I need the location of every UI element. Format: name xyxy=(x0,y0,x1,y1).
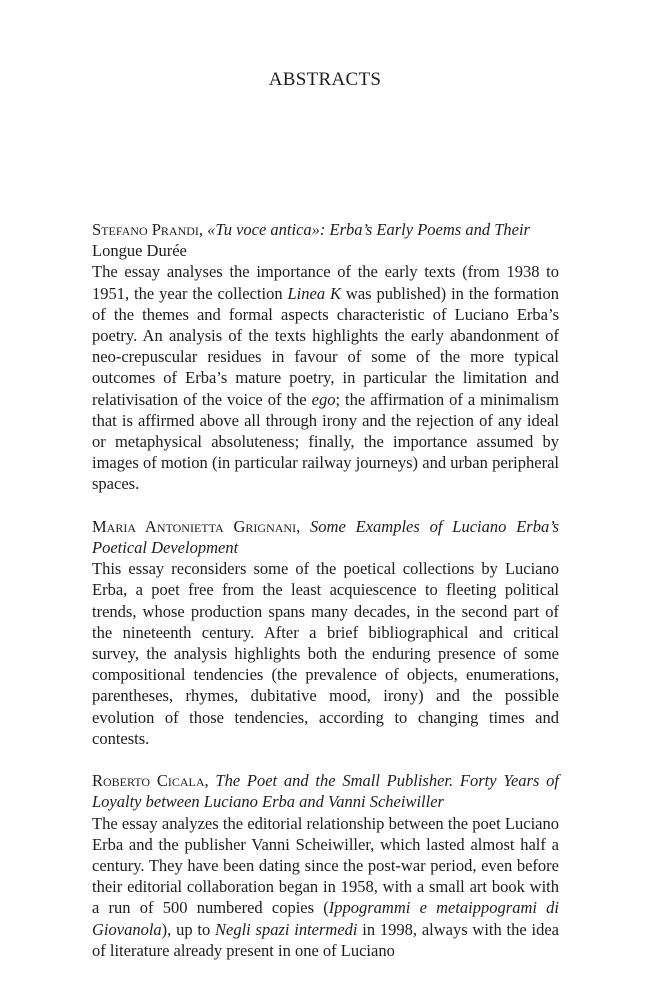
abstract-heading: Maria Antonietta Grignani, Some Examples of Luciano Erba’s Poetical Development xyxy=(92,516,560,558)
abstract-body-italic: Negli spazi intermedi xyxy=(215,919,358,939)
abstract-body-text: in 1998, always with the idea of literature already present in one of Luciano xyxy=(92,919,559,960)
abstract-body xyxy=(92,261,559,494)
abstract-entry xyxy=(92,219,559,495)
abstract-body-text: ), up to xyxy=(161,919,215,939)
abstract-body-italic: Ippogrammi e metaippogrami di Giovanola xyxy=(92,898,559,939)
abstract-author: Maria Antonietta Grignani xyxy=(92,516,297,536)
abstract-body xyxy=(92,813,559,961)
abstract-body: This essay reconsiders some of the poetical collections by Luciano Erba, a poet free from the least acquiescence to fleeting political trends, whose production spans many decades, in the second part of the nineteenth century. After a brief bibliographical and critical survey, the analysis highlights both the enduring presence of some compositional tendencies (the prevalence of objects, enumerations, parentheses, rhymes, dubitative mood, irony) and the possible evolution of those tendencies, according to changing times and contests. xyxy=(92,559,559,748)
abstract-body-text: The essay analyzes the editorial relationship between the poet Luciano Erba and the publisher Vanni Scheiwiller, which lasted almost half a century. They have been dating since the post-war period, even before their editorial collaboration began in 1958, with a small art book with a run of 500 numbered copies ( xyxy=(92,813,559,918)
abstracts-list xyxy=(92,219,559,982)
abstract-title-roman: Longue Durée xyxy=(92,241,187,261)
abstract-body-text: ; the affirmation of a minimalism that is affirmed above all through irony and the rejection of any ideal or metaphysical absoluteness; finally, the importance assumed by images of motion (in particular railway journeys) and urban peripheral spaces. xyxy=(92,389,559,494)
page-title: ABSTRACTS xyxy=(268,69,382,90)
abstract-title: The Poet and the Small Publisher. Forty Years of Loyalty between Luciano Erba and Vanni Scheiwiller xyxy=(92,771,559,812)
abstract-title: «Tu voce antica»: Erba’s Early Poems and Their xyxy=(207,220,530,239)
abstract-author: Stefano Prandi xyxy=(92,220,199,239)
abstract-entry xyxy=(92,516,559,749)
abstract-entry xyxy=(92,770,559,961)
abstract-title: Some Examples of Luciano Erba’s Poetical Development xyxy=(92,516,560,558)
abstract-body-italic: Linea K xyxy=(287,283,342,303)
abstract-body-text: The essay analyses the importance of the early texts (from 1938 to 1951, the year the collection xyxy=(92,262,559,303)
abstract-body-italic: ego xyxy=(311,389,336,409)
abstract-heading: Roberto Cicala, The Poet and the Small Publisher. Forty Years of Loyalty between Luciano Erba and Vanni Scheiwiller xyxy=(92,771,559,812)
abstract-body-text: was published) in the formation of the themes and formal aspects characteristic of Luciano Erba’s poetry. An analysis of the texts highlights the early abandonment of neo-crepuscular residues in favour of some of the more typical outcomes of Erba’s mature poetry, in particular the limitation and relativisation of the voice of the xyxy=(92,283,559,409)
abstract-author: Roberto Cicala xyxy=(92,771,205,791)
abstract-heading: Stefano Prandi, «Tu voce antica»: Erba’s Early Poems and Their Longue Durée xyxy=(92,220,530,261)
